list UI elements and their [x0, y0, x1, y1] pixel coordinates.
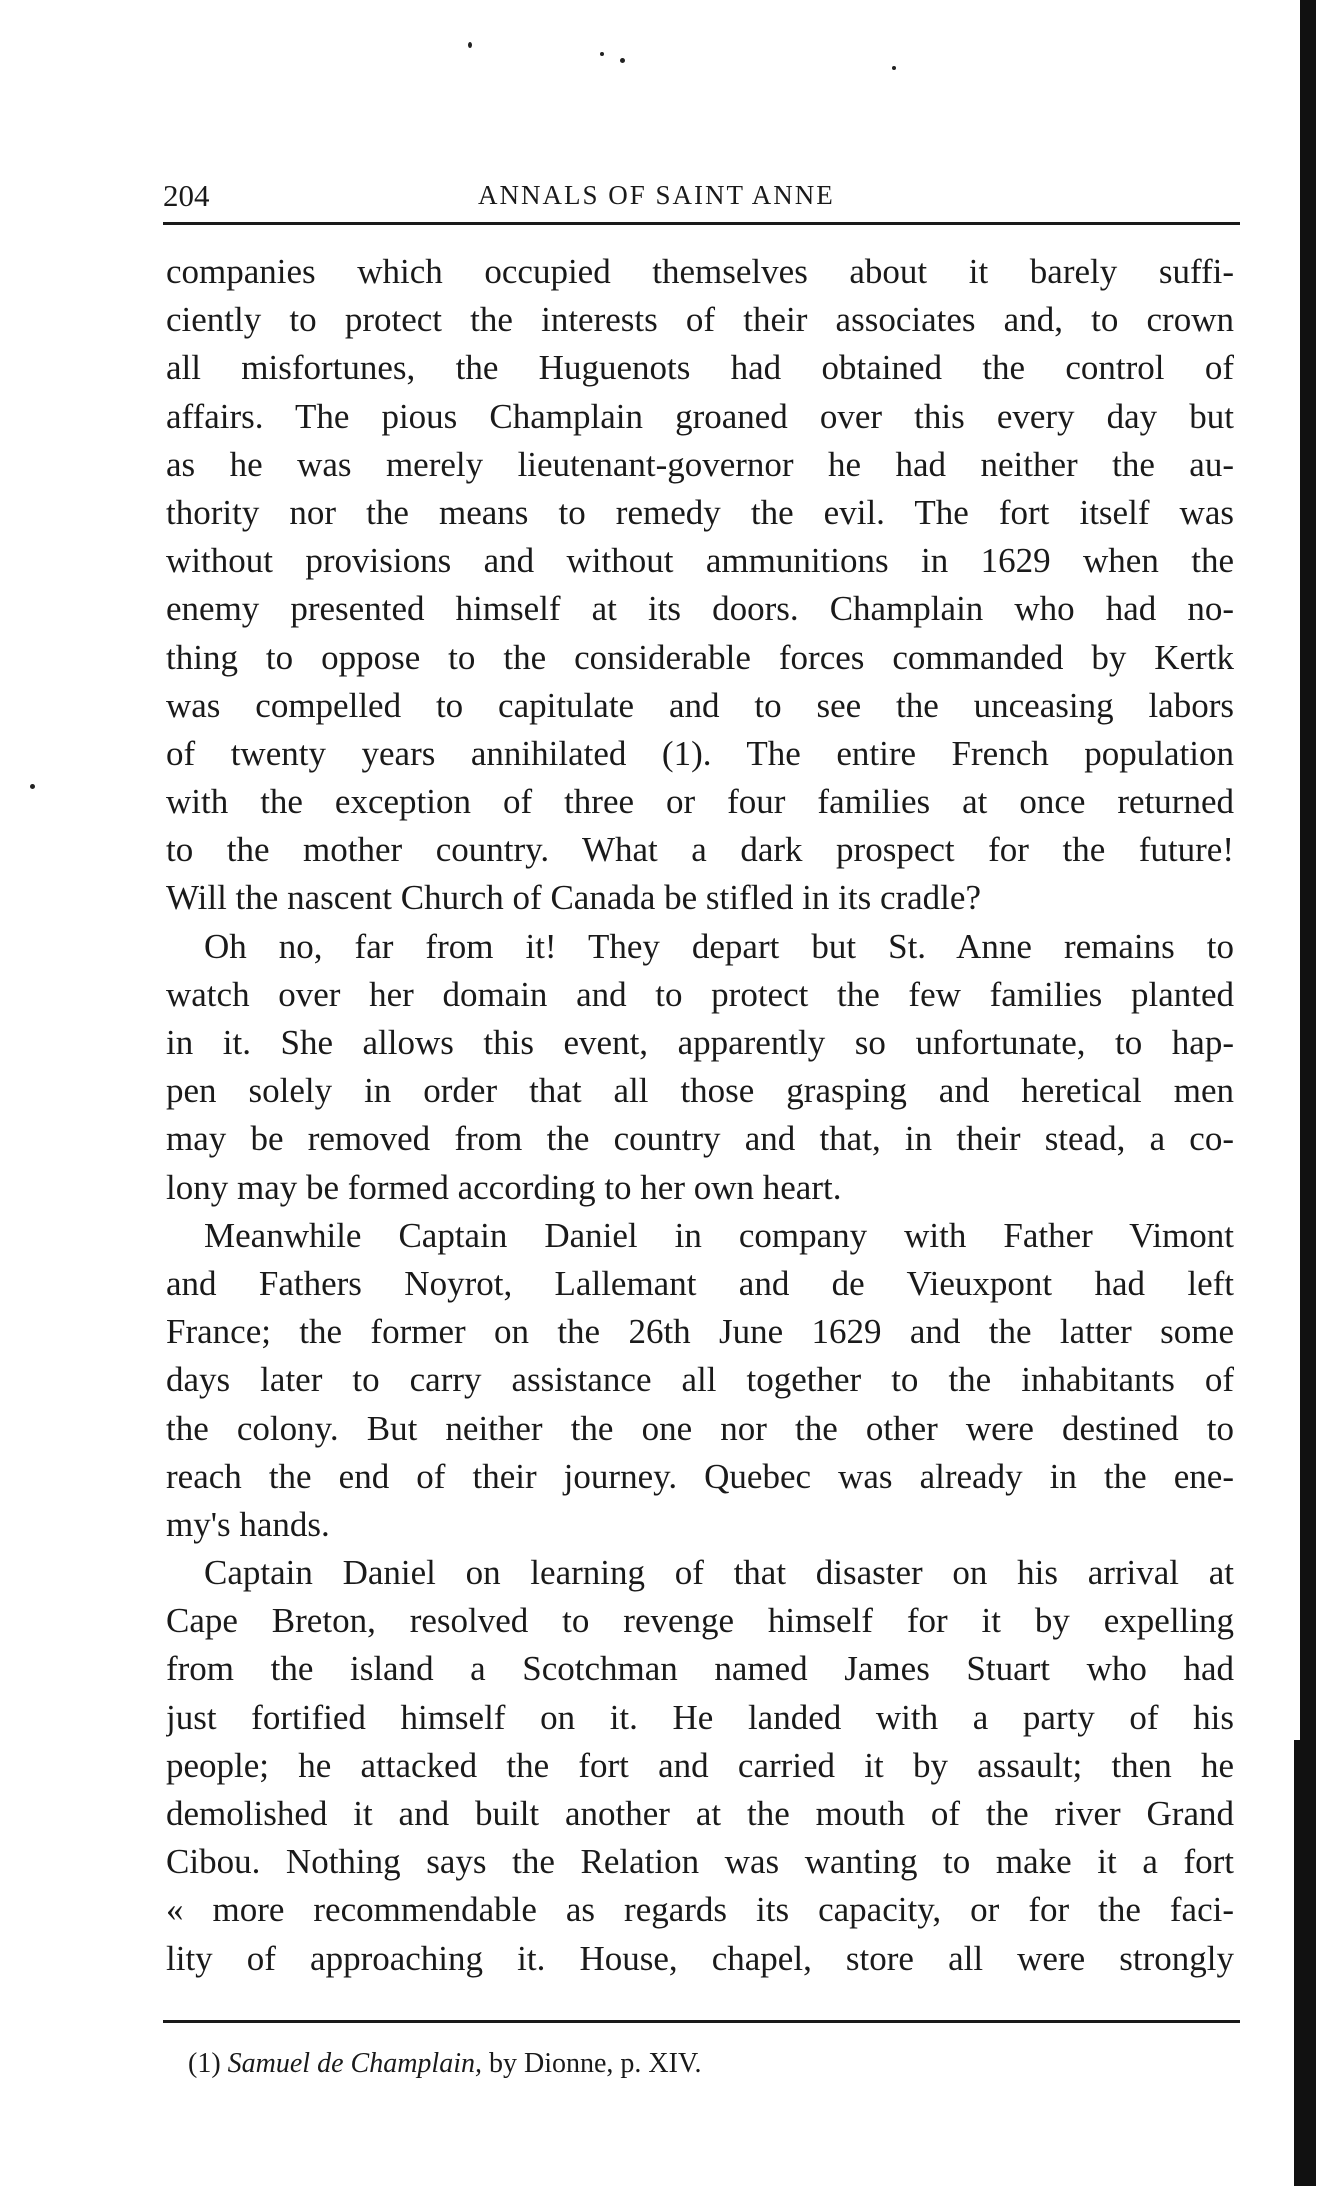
text-line: affairs. The pious Champlain groaned over this every day but [166, 396, 1234, 436]
text-line: from the island a Scotchman named James Stuart who had [166, 1649, 1234, 1689]
running-title: ANNALS OF SAINT ANNE [478, 180, 835, 210]
speck [600, 52, 604, 56]
text-line: with the exception of three or four families at once returned [166, 782, 1234, 822]
text-line: without provisions and without ammunitions in 1629 when the [166, 541, 1234, 581]
footnote-rule [163, 2020, 1240, 2023]
text-line: all misfortunes, the Huguenots had obtained the control of [166, 348, 1234, 388]
text-line: thing to oppose to the considerable forces commanded by Kertk [166, 637, 1234, 677]
text-line: Cibou. Nothing says the Relation was wanting to make it a fort [166, 1842, 1234, 1882]
text-line: lony may be formed according to her own heart. [166, 1167, 842, 1207]
text-line: and Fathers Noyrot, Lallemant and de Vieuxpont had left [166, 1263, 1234, 1303]
page-header [163, 178, 1233, 218]
footnote-marker: (1) [188, 2048, 221, 2079]
text-line: my's hands. [166, 1504, 330, 1544]
text-line: Oh no, far from it! They depart but St. Anne remains to [204, 926, 1234, 966]
text-line: Meanwhile Captain Daniel in company with Father Vimont [204, 1215, 1234, 1255]
footnote-title: Samuel de Champlain, [227, 2048, 482, 2079]
speck [892, 66, 896, 70]
text-line: Captain Daniel on learning of that disaster on his arrival at [204, 1553, 1234, 1593]
text-line: as he was merely lieutenant-governor he had neither the au- [166, 444, 1234, 484]
text-line: watch over her domain and to protect the few families planted [166, 974, 1234, 1014]
page-edge-shadow [1300, 0, 1316, 2186]
text-line: of twenty years annihilated (1). The entire French population [166, 733, 1234, 773]
page-edge-shadow [1294, 1740, 1302, 2186]
text-line: in it. She allows this event, apparently so unfortunate, to hap- [166, 1023, 1234, 1062]
speck [468, 42, 472, 48]
text-line: demolished it and built another at the mouth of the river Grand [166, 1794, 1234, 1833]
text-line: people; he attacked the fort and carried it by assault; then he [166, 1745, 1234, 1785]
footnote [188, 2048, 702, 2080]
text-line: France; the former on the 26th June 1629 and the latter some [166, 1312, 1234, 1352]
text-line: was compelled to capitulate and to see the unceasing labors [166, 685, 1234, 725]
text-line: pen solely in order that all those grasping and heretical men [166, 1071, 1234, 1111]
text-line: days later to carry assistance all together to the inhabitants of [166, 1360, 1234, 1400]
text-line: ciently to protect the interests of their associates and, to crown [166, 300, 1234, 340]
text-line: reach the end of their journey. Quebec was already in the ene- [166, 1456, 1234, 1496]
speck [30, 784, 35, 789]
text-line: lity of approaching it. House, chapel, store all were strongly [166, 1938, 1234, 1978]
page-number: 204 [163, 178, 210, 213]
text-line: thority nor the means to remedy the evil. The fort itself was [166, 492, 1234, 532]
header-rule [163, 222, 1240, 225]
text-line: Cape Breton, resolved to revenge himself for it by expelling [166, 1601, 1234, 1641]
body-text [166, 248, 1234, 1983]
speck [620, 58, 625, 63]
text-line: « more recommendable as regards its capacity, or for the faci- [166, 1890, 1234, 1930]
text-line: Will the nascent Church of Canada be stifled in its cradle? [166, 878, 981, 918]
text-line: companies which occupied themselves about it barely suffi- [166, 252, 1234, 291]
text-line: enemy presented himself at its doors. Champlain who had no- [166, 589, 1234, 629]
text-line: to the mother country. What a dark prospect for the future! [166, 830, 1234, 870]
footnote-text: by Dionne, p. XIV. [488, 2048, 702, 2079]
text-line: just fortified himself on it. He landed with a party of his [166, 1697, 1234, 1737]
text-line: may be removed from the country and that, in their stead, a co- [166, 1119, 1234, 1159]
text-line: the colony. But neither the one nor the other were destined to [166, 1408, 1234, 1448]
